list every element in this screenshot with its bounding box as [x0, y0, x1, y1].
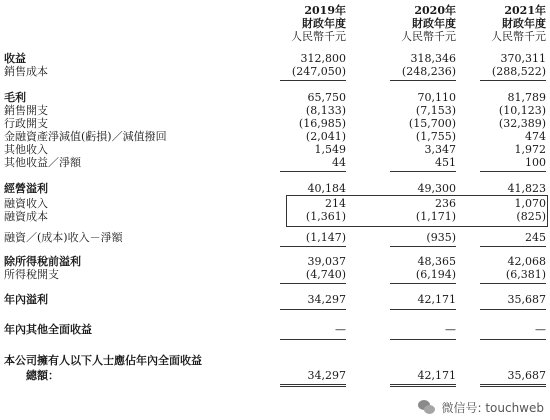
- fiscal-year-label: 財政年度: [302, 17, 346, 30]
- row-label: 行政開支: [4, 117, 48, 130]
- value-2020: 318,346: [410, 52, 456, 65]
- value-2019: (2,041): [305, 130, 346, 143]
- value-2019: —: [335, 323, 346, 336]
- value-2020: 451: [435, 156, 456, 169]
- subtotal-rule: [390, 80, 456, 81]
- subtotal-rule: [480, 80, 546, 81]
- year-label: 2020年: [414, 4, 456, 17]
- value-2020: (1,171): [415, 210, 456, 223]
- value-2021: (32,389): [498, 117, 546, 130]
- value-2021: (6,381): [505, 268, 546, 281]
- fiscal-year-label: 財政年度: [502, 17, 546, 30]
- subtotal-rule: [480, 339, 546, 340]
- subtotal-rule: [480, 171, 546, 172]
- subtotal-rule: [390, 339, 456, 340]
- value-2020: 42,171: [417, 369, 456, 382]
- value-2020: 49,300: [417, 182, 456, 195]
- value-2019: 40,184: [307, 182, 346, 195]
- year-label: 2021年: [504, 4, 546, 17]
- subtotal-rule: [480, 309, 546, 310]
- value-2021: 41,823: [507, 182, 546, 195]
- value-2020: (7,153): [415, 104, 456, 117]
- value-2019: (8,133): [305, 104, 346, 117]
- row-label: 所得稅開支: [4, 268, 59, 281]
- row-label: 年內其他全面收益: [4, 323, 92, 336]
- value-2021: 81,789: [507, 91, 546, 104]
- value-2021: (10,123): [498, 104, 546, 117]
- total-rule: [480, 386, 546, 387]
- value-2021: 370,311: [500, 52, 546, 65]
- value-2019: 39,037: [307, 255, 346, 268]
- subtotal-rule: [280, 283, 346, 284]
- row-label: 除所得稅前溢利: [4, 255, 81, 268]
- subtotal-rule: [480, 283, 546, 284]
- value-2020: —: [445, 323, 456, 336]
- row-label: 經營溢利: [4, 182, 48, 195]
- row-label: 銷售成本: [4, 65, 48, 78]
- value-2021: 1,972: [514, 143, 546, 156]
- value-2019: 1,549: [314, 143, 346, 156]
- fiscal-year-label: 財政年度: [412, 17, 456, 30]
- value-2020: (1,755): [415, 130, 456, 143]
- total-rule: [480, 384, 546, 385]
- year-label: 2019年: [304, 4, 346, 17]
- value-2020: (935): [426, 231, 456, 244]
- row-label: 其他收入: [4, 143, 48, 156]
- value-2021: 35,687: [507, 369, 546, 382]
- value-2020: 48,365: [417, 255, 456, 268]
- value-2021: 245: [525, 231, 546, 244]
- subtotal-rule: [390, 246, 456, 247]
- unit-label: 人民幣千元: [401, 30, 456, 43]
- value-2019: (4,740): [305, 268, 346, 281]
- value-2021: 100: [525, 156, 546, 169]
- row-label: 融資收入: [4, 197, 48, 210]
- subtotal-rule: [280, 171, 346, 172]
- row-label: 收益: [4, 52, 26, 65]
- row-label: 融資成本: [4, 210, 48, 223]
- row-label: 年內溢利: [4, 293, 48, 306]
- value-2019: 65,750: [307, 91, 346, 104]
- row-label: 其他收益／淨額: [4, 156, 81, 169]
- row-label: 本公司擁有人以下人士應佔年內全面收益: [4, 354, 202, 367]
- total-rule: [390, 384, 456, 385]
- value-2021: 35,687: [507, 293, 546, 306]
- wechat-icon: [418, 400, 436, 416]
- subtotal-rule: [280, 246, 346, 247]
- value-2021: 42,068: [507, 255, 546, 268]
- subtotal-rule: [390, 171, 456, 172]
- value-2019: 214: [325, 197, 346, 210]
- value-2020: 3,347: [424, 143, 456, 156]
- watermark-text: 微信号: touchweb: [441, 401, 544, 415]
- row-label: 總額：: [26, 369, 59, 382]
- row-label: 銷售開支: [4, 104, 48, 117]
- value-2019: 312,800: [300, 52, 346, 65]
- subtotal-rule: [390, 283, 456, 284]
- unit-label: 人民幣千元: [291, 30, 346, 43]
- value-2020: (6,194): [415, 268, 456, 281]
- wechat-watermark: [418, 399, 544, 416]
- total-rule: [390, 386, 456, 387]
- value-2019: (1,361): [305, 210, 346, 223]
- total-rule: [280, 384, 346, 385]
- value-2019: (1,147): [305, 231, 346, 244]
- subtotal-rule: [280, 339, 346, 340]
- total-rule: [280, 386, 346, 387]
- value-2020: (15,700): [408, 117, 456, 130]
- value-2020: 236: [435, 197, 456, 210]
- value-2021: —: [535, 323, 546, 336]
- value-2021: 474: [525, 130, 546, 143]
- value-2021: 1,070: [514, 197, 546, 210]
- value-2019: (16,985): [298, 117, 346, 130]
- value-2020: 70,110: [417, 91, 456, 104]
- subtotal-rule: [280, 80, 346, 81]
- value-2019: 34,297: [307, 369, 346, 382]
- subtotal-rule: [480, 246, 546, 247]
- subtotal-rule: [390, 309, 456, 310]
- value-2021: (288,522): [491, 65, 546, 78]
- value-2020: (248,236): [401, 65, 456, 78]
- value-2019: 34,297: [307, 293, 346, 306]
- value-2019: (247,050): [291, 65, 346, 78]
- subtotal-rule: [280, 309, 346, 310]
- row-label: 融資／(成本)收入－淨額: [4, 231, 123, 244]
- value-2019: 44: [332, 156, 346, 169]
- row-label: 金融資產淨減值(虧損)／減值撥回: [4, 130, 167, 143]
- row-label: 毛利: [4, 91, 26, 104]
- value-2020: 42,171: [417, 293, 456, 306]
- unit-label: 人民幣千元: [491, 30, 546, 43]
- value-2021: (825): [516, 210, 546, 223]
